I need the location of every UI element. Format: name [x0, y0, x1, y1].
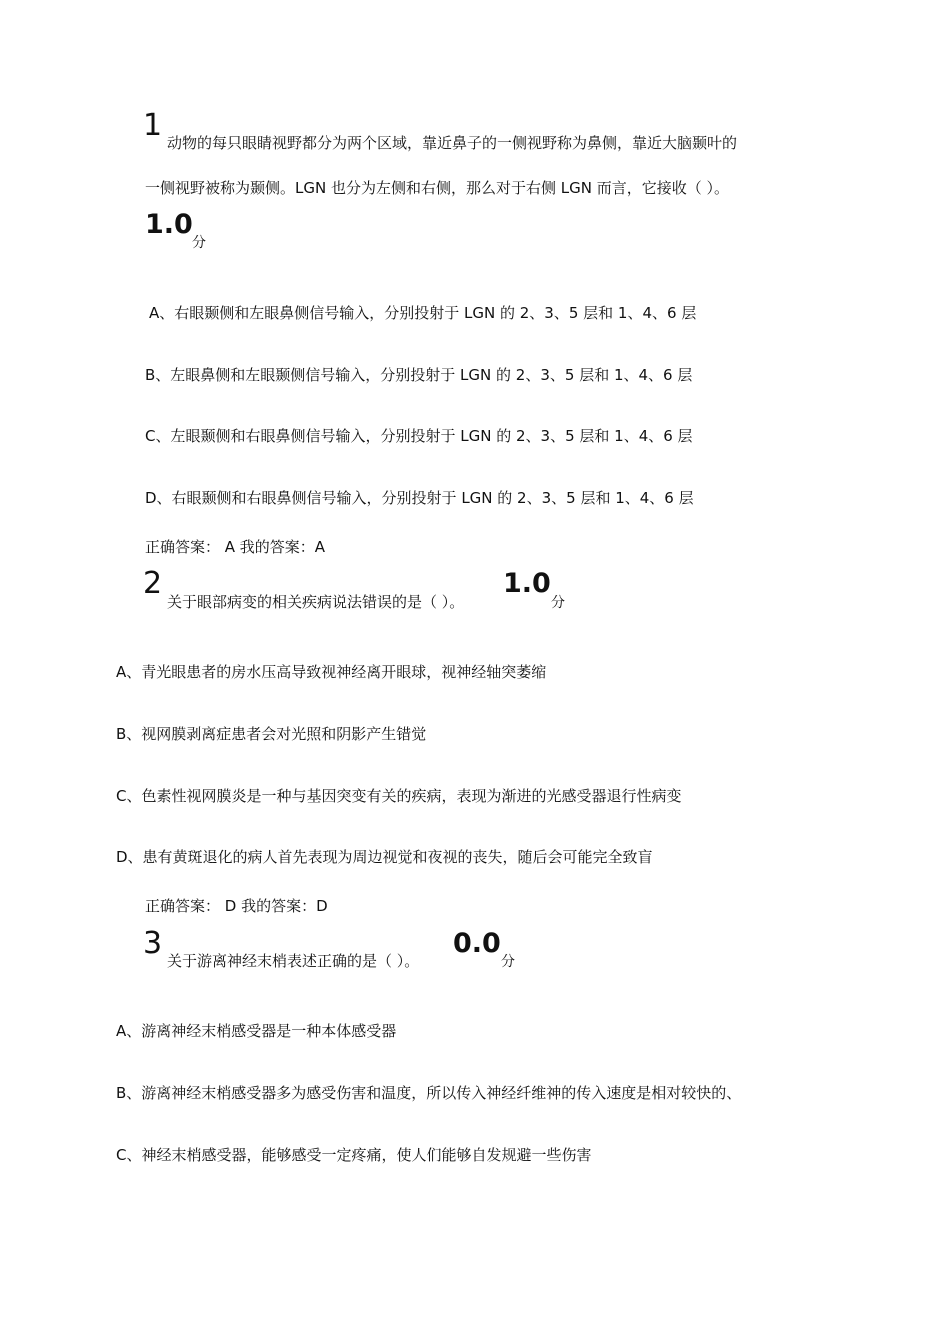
question-2-number: 2 [143, 566, 163, 601]
question-3-stem: 关于游离神经末梢表述正确的是（ ）。 [167, 952, 420, 970]
question-1-score: 1.0 [145, 209, 193, 240]
question-1-stem-line1: 动物的每只眼睛视野都分为两个区域，靠近鼻子的一侧视野称为鼻侧，靠近大脑颞叶的 [167, 134, 738, 152]
question-3-score-unit: 分 [501, 954, 515, 970]
question-1-answer: 正确答案： A 我的答案：A [145, 538, 326, 556]
question-1-option-b[interactable]: B、左眼鼻侧和左眼颞侧信号输入，分别投射于 LGN 的 2、3、5 层和 1、4、6 层 [145, 366, 693, 384]
question-1-stem-line2: 一侧视野被称为颞侧。LGN 也分为左侧和右侧，那么对于右侧 LGN 而言，它接收（ ）。 [145, 179, 729, 197]
question-2-option-b[interactable]: B、视网膜剥离症患者会对光照和阴影产生错觉 [116, 725, 427, 743]
question-2-option-c[interactable]: C、色素性视网膜炎是一种与基因突变有关的疾病，表现为渐进的光感受器退行性病变 [116, 787, 682, 805]
question-2-option-a[interactable]: A、青光眼患者的房水压高导致视神经离开眼球，视神经轴突萎缩 [116, 663, 547, 681]
question-1-option-a[interactable]: A、右眼颞侧和左眼鼻侧信号输入，分别投射于 LGN 的 2、3、5 层和 1、4、6 层 [149, 304, 697, 322]
question-1-option-c[interactable]: C、左眼颞侧和右眼鼻侧信号输入，分别投射于 LGN 的 2、3、5 层和 1、4、6 层 [145, 427, 693, 445]
question-2-stem: 关于眼部病变的相关疾病说法错误的是（ ）。 [167, 593, 465, 611]
question-3-option-c[interactable]: C、神经末梢感受器，能够感受一定疼痛，使人们能够自发规避一些伤害 [116, 1146, 592, 1164]
question-3-number: 3 [143, 926, 163, 961]
question-3-option-b[interactable]: B、游离神经末梢感受器多为感受伤害和温度，所以传入神经纤维神的传入速度是相对较快的、 [116, 1084, 742, 1102]
question-3-score: 0.0 [453, 928, 501, 959]
question-2-score-unit: 分 [551, 595, 565, 611]
question-1-number: 1 [143, 108, 163, 143]
question-3-option-a[interactable]: A、游离神经末梢感受器是一种本体感受器 [116, 1022, 397, 1040]
question-2-score: 1.0 [503, 568, 551, 599]
question-1-score-unit: 分 [192, 235, 206, 251]
question-1-option-d[interactable]: D、右眼颞侧和右眼鼻侧信号输入，分别投射于 LGN 的 2、3、5 层和 1、4、6 层 [145, 489, 694, 507]
question-2-option-d[interactable]: D、患有黄斑退化的病人首先表现为周边视觉和夜视的丧失，随后会可能完全致盲 [116, 848, 653, 866]
question-2-answer: 正确答案： D 我的答案：D [145, 897, 328, 915]
